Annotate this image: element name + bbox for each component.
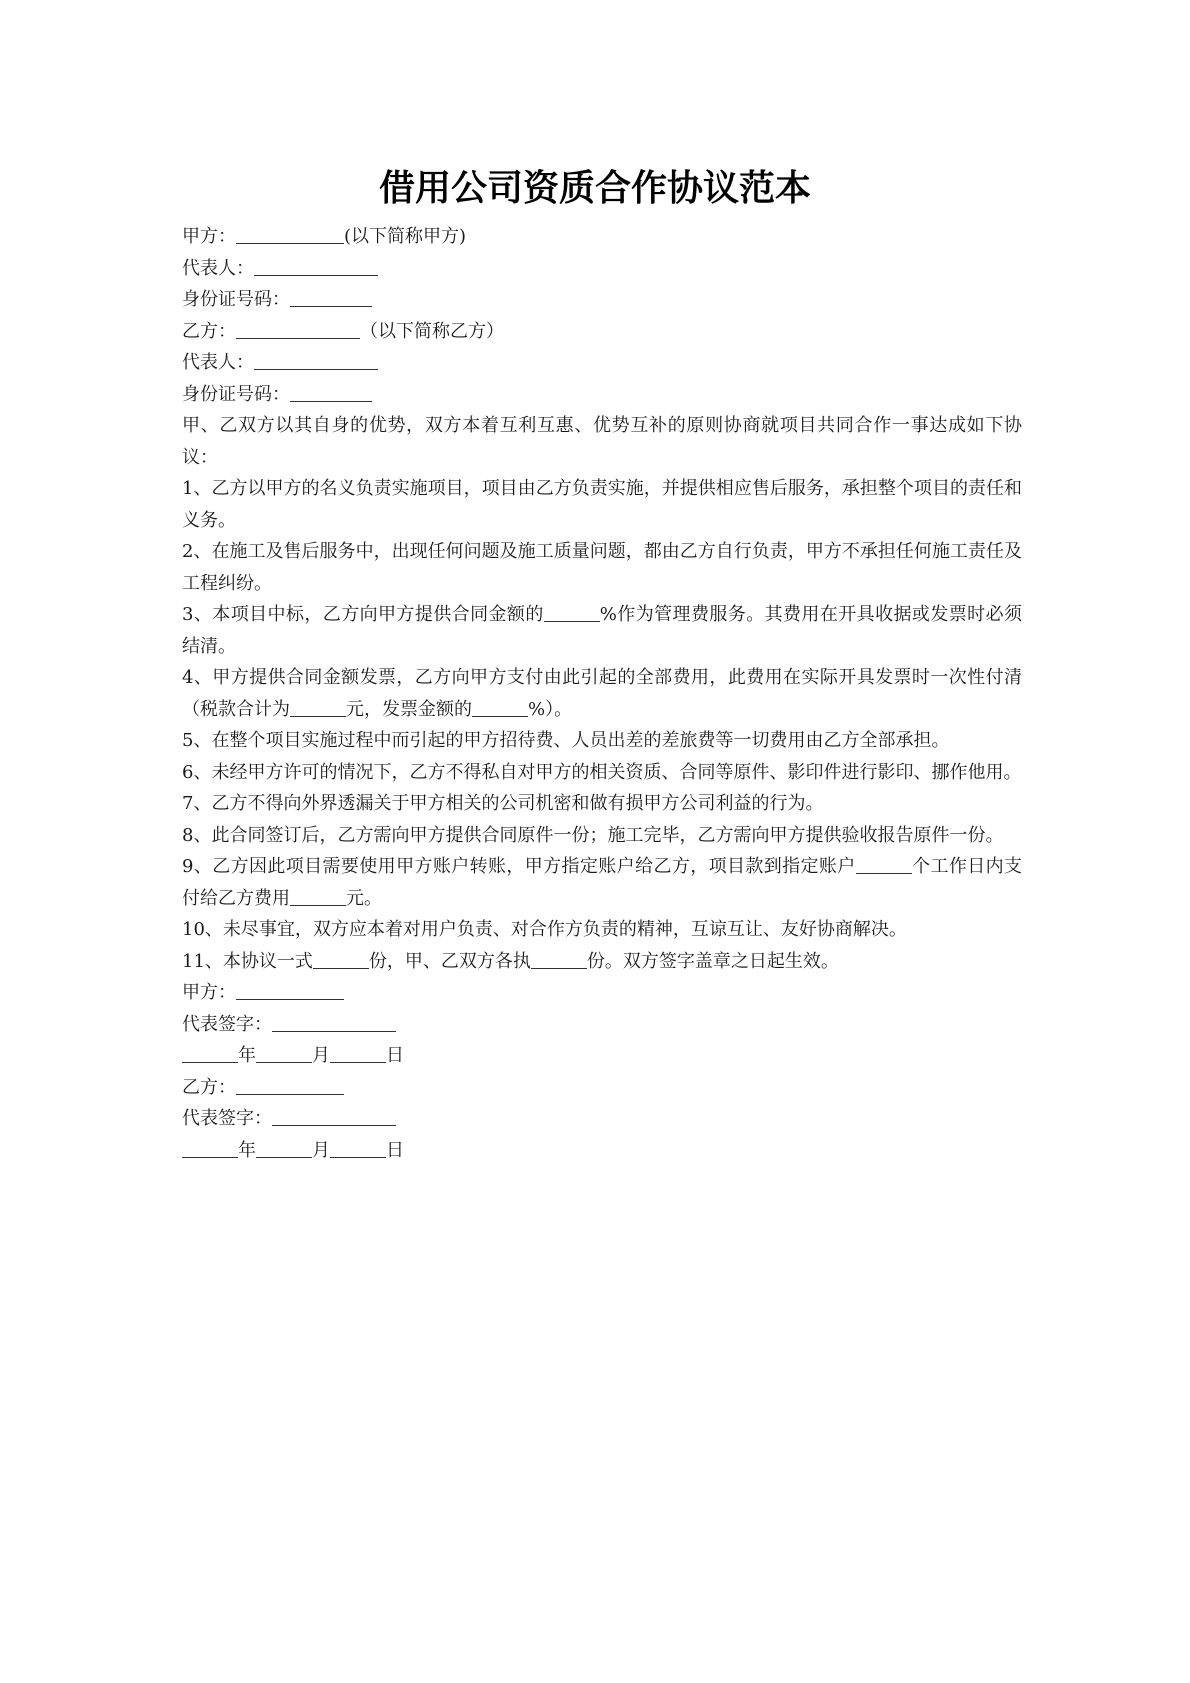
clause-3: 3、本项目中标，乙方向甲方提供合同金额的 %作为管理费服务。其费用在开具收据或发票时必须结清。 bbox=[182, 604, 1023, 657]
id-a-field bbox=[182, 284, 1022, 316]
clause-9: 9、乙方因此项目需要使用甲方账户转账，甲方指定账户给乙方，项目款到指定账户 个工作日内支付给乙方费用 元。 bbox=[182, 856, 1022, 909]
day-a-blank[interactable] bbox=[330, 1044, 386, 1063]
sign-party-a-blank[interactable] bbox=[236, 981, 344, 1000]
clause-1: 1、乙方以甲方的名义负责实施项目，项目由乙方负责实施，并提供相应售后服务，承担整个项目的责任和义务。 bbox=[182, 478, 1022, 531]
fee-percent-blank[interactable] bbox=[544, 603, 600, 622]
sign-rep-b: 代表签字： bbox=[182, 1103, 1022, 1135]
invoice-percent-blank[interactable] bbox=[472, 698, 528, 717]
sign-rep-a: 代表签字： bbox=[182, 1009, 1022, 1041]
clause-10: 10、未尽事宜，双方应本着对用户负责、对合作方负责的精神，互谅互让、友好协商解决。 bbox=[182, 919, 907, 940]
clause-2: 2、在施工及售后服务中，出现任何问题及施工质量问题，都由乙方自行负责，甲方不承担任何施工责任及工程纠纷。 bbox=[182, 541, 1022, 594]
document-body bbox=[182, 221, 1022, 1166]
rep-a-blank[interactable] bbox=[254, 257, 378, 276]
date-b: 年 月 日 bbox=[182, 1135, 1022, 1167]
id-b-blank[interactable] bbox=[290, 383, 372, 402]
party-b-field bbox=[182, 316, 1022, 348]
field-suffix: （以下简称乙方） bbox=[360, 320, 504, 342]
copies-each-blank[interactable] bbox=[531, 950, 587, 969]
field-suffix: (以下简称甲方) bbox=[344, 226, 467, 247]
clause-6: 6、未经甲方许可的情况下，乙方不得私自对甲方的相关资质、合同等原件、影印件进行影印、挪作他用。 bbox=[182, 761, 1022, 783]
rep-b-blank[interactable] bbox=[254, 351, 378, 370]
sign-party-a: 甲方： bbox=[182, 977, 1022, 1009]
party-a-blank[interactable] bbox=[236, 225, 344, 244]
rep-b-field bbox=[182, 347, 1022, 379]
rep-a-field bbox=[182, 253, 1022, 285]
month-a-blank[interactable] bbox=[256, 1044, 312, 1063]
field-label: 甲方： bbox=[182, 226, 236, 247]
payment-amount-blank[interactable] bbox=[290, 887, 346, 906]
clause-5: 5、在整个项目实施过程中而引起的甲方招待费、人员出差的差旅费等一切费用由乙方全部承担。 bbox=[182, 730, 950, 751]
field-label: 乙方： bbox=[182, 320, 236, 342]
intro-paragraph: 甲、乙双方以其自身的优势，双方本着互利互惠、优势互补的原则协商就项目共同合作一事达成如下协议： bbox=[182, 415, 1022, 468]
sign-rep-a-blank[interactable] bbox=[272, 1013, 396, 1032]
party-a-field bbox=[182, 221, 1022, 253]
year-a-blank[interactable] bbox=[182, 1044, 238, 1063]
sign-party-b: 乙方： bbox=[182, 1072, 1022, 1104]
sign-party-b-blank[interactable] bbox=[236, 1076, 344, 1095]
field-label: 身份证号码： bbox=[182, 289, 290, 310]
party-b-blank[interactable] bbox=[236, 320, 360, 339]
field-label: 代表人： bbox=[182, 352, 254, 373]
copies-total-blank[interactable] bbox=[313, 950, 369, 969]
date-a: 年 月 日 bbox=[182, 1040, 1022, 1072]
year-b-blank[interactable] bbox=[182, 1139, 238, 1158]
day-b-blank[interactable] bbox=[330, 1139, 386, 1158]
document-title: 借用公司资质合作协议范本 bbox=[378, 168, 811, 209]
tax-amount-blank[interactable] bbox=[290, 698, 346, 717]
id-b-field bbox=[182, 379, 1022, 411]
workdays-blank[interactable] bbox=[856, 855, 912, 874]
field-label: 身份证号码： bbox=[182, 383, 290, 405]
month-b-blank[interactable] bbox=[256, 1139, 312, 1158]
field-label: 代表人： bbox=[182, 257, 254, 279]
clause-11: 11、本协议一式 份，甲、乙双方各执 份。双方签字盖章之日起生效。 bbox=[182, 950, 839, 972]
clause-7: 7、乙方不得向外界透漏关于甲方相关的公司机密和做有损甲方公司利益的行为。 bbox=[182, 793, 824, 814]
id-a-blank[interactable] bbox=[290, 288, 372, 307]
sign-rep-b-blank[interactable] bbox=[272, 1107, 396, 1126]
clause-8: 8、此合同签订后，乙方需向甲方提供合同原件一份；施工完毕，乙方需向甲方提供验收报告原件一份。 bbox=[182, 824, 1004, 846]
clause-4: 4、甲方提供合同金额发票，乙方向甲方支付由此引起的全部费用，此费用在实际开具发票时一次性付清（税款合计为 元，发票金额的 %）。 bbox=[182, 667, 1022, 720]
